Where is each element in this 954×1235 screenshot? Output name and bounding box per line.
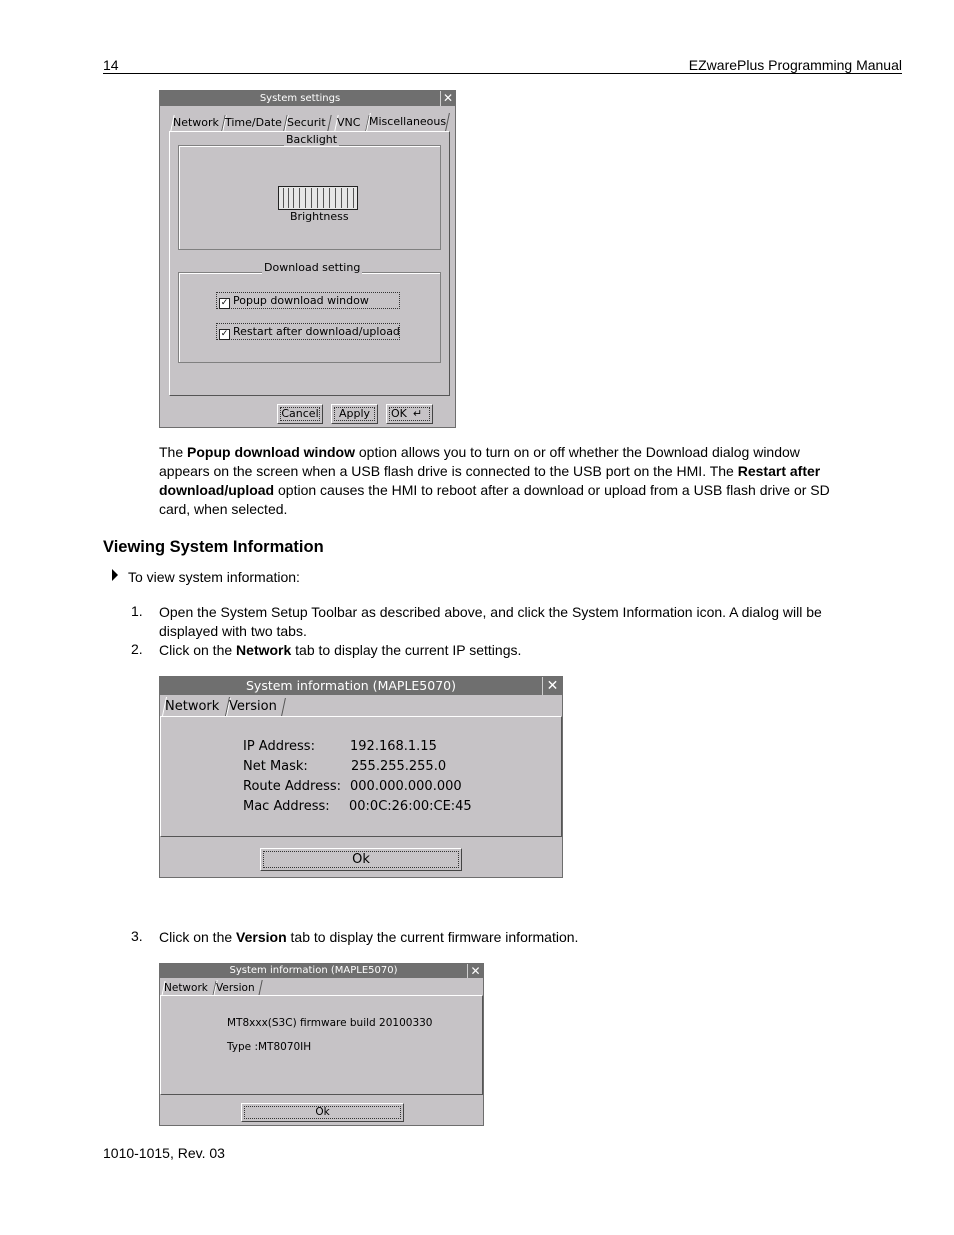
dialog-title: System settings: [160, 91, 440, 106]
step-number: 3.: [131, 928, 143, 944]
checkmark-icon: ✓: [220, 298, 229, 308]
route-address-label: Route Address:: [243, 779, 342, 794]
download-setting-group: [178, 272, 441, 363]
net-mask-value: 255.255.255.0: [351, 759, 447, 774]
triangle-bullet-icon: [112, 569, 118, 581]
mac-address-value: 00:0C:26:00:CE:45: [349, 799, 472, 814]
backlight-title: Backlight: [286, 133, 338, 146]
step-text: Click on the Version tab to display the current firmware information.: [159, 929, 579, 945]
mac-address-label: Mac Address:: [243, 799, 330, 814]
popup-download-checkbox[interactable]: ✓ Popup download window: [216, 292, 400, 309]
tab-miscellaneous[interactable]: Miscellaneous: [366, 113, 450, 131]
step-text: Open the System Setup Toolbar as described above, and click the System Information icon. A dialog will be displayed with two tabs.: [159, 604, 822, 639]
step-text: Click on the Network tab to display the current IP settings.: [159, 642, 522, 658]
manual-title: EZwarePlus Programming Manual: [688, 57, 902, 73]
firmware-build: MT8xxx(S3C) firmware build 20100330: [227, 1017, 433, 1029]
checkmark-icon: ✓: [220, 329, 229, 339]
ip-address-label: IP Address:: [243, 739, 315, 754]
ip-address-value: 192.168.1.15: [350, 739, 437, 754]
apply-button[interactable]: Apply: [331, 404, 378, 424]
net-mask-label: Net Mask:: [243, 759, 308, 774]
system-information-version-dialog: [159, 963, 484, 1126]
tab-version[interactable]: Version: [213, 980, 262, 996]
tab-bar: [160, 697, 562, 716]
dialog-title: System information (MAPLE5070): [160, 964, 467, 978]
tab-network[interactable]: Network: [170, 115, 225, 131]
tab-network[interactable]: Network: [162, 697, 230, 716]
route-address-value: 000.000.000.000: [350, 779, 462, 794]
dialog-title: System information (MAPLE5070): [160, 677, 542, 695]
tab-vnc[interactable]: VNC: [334, 115, 369, 131]
step-number: 1.: [131, 603, 143, 619]
ok-button[interactable]: Ok: [260, 848, 462, 871]
tab-time-date[interactable]: Time/Date: [222, 115, 287, 131]
tab-network[interactable]: Network: [161, 981, 216, 996]
popup-description: The Popup download window option allows you to turn on or off whether the Download dialog window appears on the screen when a USB flash drive is connected to the USB port on the HMI. The Restart after download/upload option causes the HMI to reboot after a download or upload from a USB flash drive or SD card, when selected.: [159, 444, 830, 517]
tab-panel: [169, 131, 450, 396]
section-heading: Viewing System Information: [103, 538, 324, 556]
close-icon[interactable]: ✕: [542, 677, 562, 695]
tab-bar: [160, 980, 483, 996]
tab-version[interactable]: Version: [226, 698, 286, 716]
enter-icon: ↵: [412, 407, 423, 420]
device-type: Type :MT8070IH: [227, 1041, 312, 1053]
step-number: 2.: [131, 641, 143, 657]
network-panel: [160, 716, 562, 837]
cancel-button[interactable]: Cancel: [277, 404, 323, 424]
close-icon[interactable]: ✕: [440, 91, 455, 106]
close-icon[interactable]: ✕: [467, 964, 483, 978]
procedure-intro: To view system information:: [128, 569, 300, 585]
download-setting-title: Download setting: [264, 261, 361, 274]
system-settings-dialog: [159, 90, 456, 428]
tab-security[interactable]: Securit: [284, 115, 331, 131]
brightness-slider[interactable]: [278, 186, 358, 210]
tab-bar: [160, 113, 455, 131]
system-information-network-dialog: [159, 676, 563, 878]
version-panel: [160, 995, 483, 1095]
ok-button[interactable]: OK ↵: [386, 404, 433, 424]
brightness-label: Brightness: [290, 210, 349, 223]
page-number: 14: [103, 57, 119, 73]
restart-after-download-checkbox[interactable]: ✓ Restart after download/upload: [216, 323, 400, 340]
header-rule: [103, 73, 902, 74]
ok-button[interactable]: Ok: [241, 1103, 404, 1122]
document-id: 1010-1015, Rev. 03: [103, 1145, 225, 1161]
